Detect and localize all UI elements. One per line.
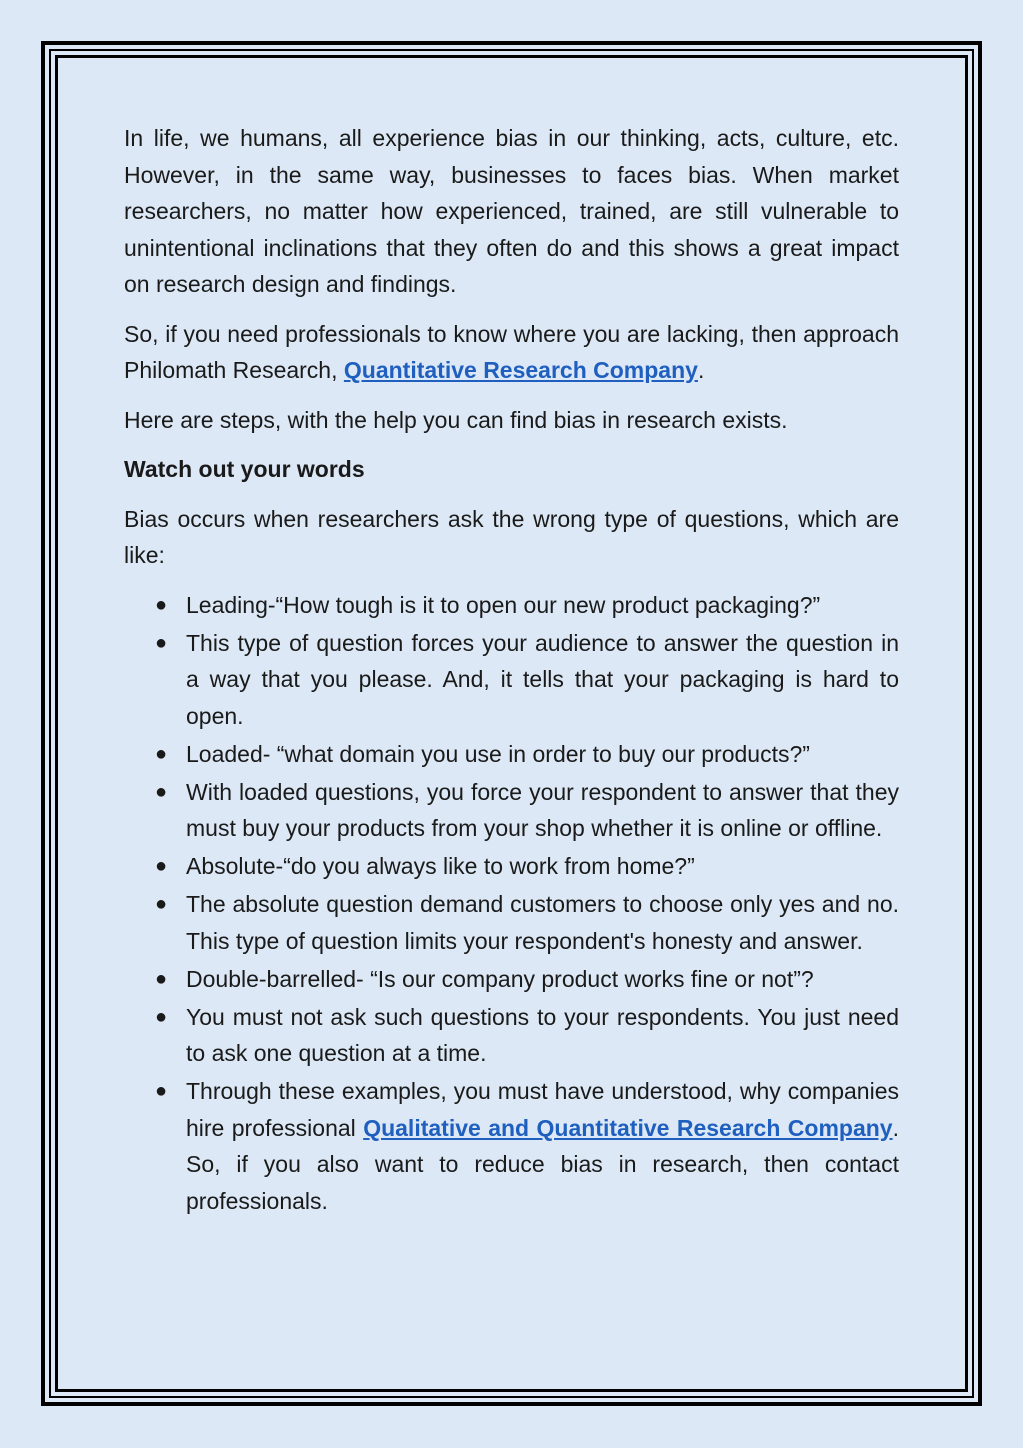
bullet-icon: ● — [155, 855, 168, 877]
approach-period: . — [697, 357, 705, 383]
list-item — [155, 999, 899, 1072]
list-item — [155, 961, 899, 998]
bullet-icon: ● — [155, 1080, 168, 1102]
bullet-icon: ● — [155, 1005, 168, 1028]
section-heading: Watch out your words — [124, 456, 365, 482]
list-item — [155, 848, 899, 885]
list-item — [155, 736, 899, 773]
intro-paragraph: In life, we humans, all experience bias in our thinking, acts, culture, etc. However, in the same way, businesses to faces bias. When market researchers, no matter how experienced, trained, are still vulnerable to unintentional inclinations that they often do and this shows a great impact on research design and findings. — [124, 125, 899, 297]
list-item — [155, 625, 899, 735]
bullet-icon: ● — [155, 631, 168, 654]
list-item-text: The absolute question demand customers to choose only yes and no. This type of question limits your respondent's honesty and answer. — [186, 891, 899, 954]
list-item — [155, 587, 899, 624]
list-item — [155, 774, 899, 847]
bullet-icon: ● — [155, 742, 168, 765]
list-item-text: This type of question forces your audience to answer the question in a way that you please. And, it tells that your packaging is hard to open. — [186, 629, 899, 729]
qualitative-and-quantitative-research-company-link[interactable]: Qualitative and Quantitative Research Company — [363, 1114, 893, 1141]
bias-question-list — [124, 587, 899, 1220]
list-item-text: Absolute-“do you always like to work from home?” — [186, 853, 695, 879]
list-item-text: Loaded- “what domain you use in order to buy our products?” — [186, 740, 810, 767]
bullet-icon: ● — [155, 893, 168, 915]
list-item-text: Leading-“How tough is it to open our new product packaging?” — [186, 591, 821, 618]
list-item-text: You must not ask such questions to your respondents. You just need to ask one question at a time. — [186, 1003, 899, 1066]
approach-text: So, if you need professionals to know where you are lacking, then approach Philomath Research, — [124, 320, 899, 383]
bullet-icon: ● — [155, 967, 168, 990]
approach-paragraph — [124, 316, 899, 389]
bias-paragraph: Bias occurs when researchers ask the wrong type of questions, which are like: — [124, 505, 899, 568]
bullet-icon: ● — [155, 780, 168, 803]
list-item — [155, 886, 899, 959]
list-item-text: With loaded questions, you force your respondent to answer that they must buy your products from your shop whether it is online or offline. — [186, 778, 899, 841]
list-item — [155, 1073, 899, 1219]
steps-paragraph: Here are steps, with the help you can find bias in research exists. — [124, 406, 788, 433]
quantitative-research-company-link[interactable]: Quantitative Research Company — [343, 357, 698, 383]
bullet-icon: ● — [155, 593, 168, 616]
list-item-text: . So, if you also want to reduce bias in research, then contact professionals. — [186, 1114, 899, 1214]
document-body — [124, 120, 899, 1221]
list-item-text: Through these examples, you must have understood, why companies hire professional — [186, 1078, 899, 1141]
list-item-text: Double-barrelled- “Is our company product works fine or not”? — [186, 965, 814, 992]
